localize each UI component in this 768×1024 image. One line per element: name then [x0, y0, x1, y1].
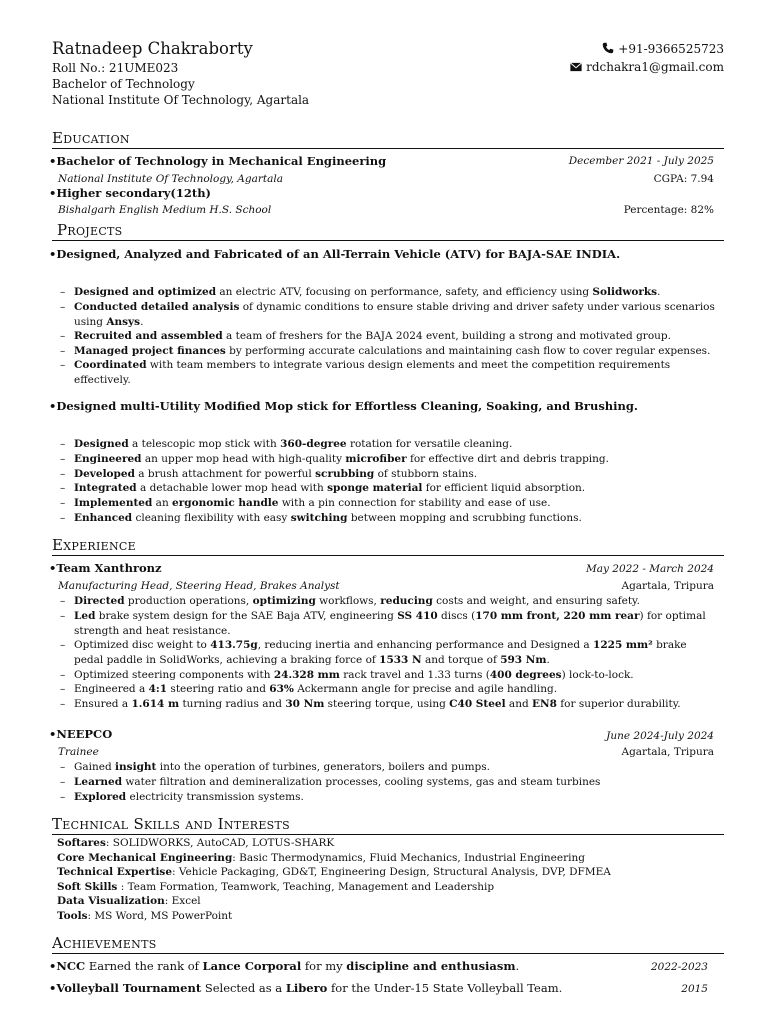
project-1-bullet-1: – Designed and optimized an electric ATV, focusing on performance, safety, and efficiency using Solidworks.	[60, 286, 661, 298]
phone-icon	[602, 42, 614, 56]
project-2-bullet-6: – Enhanced cleaning flexibility with easy switching between mopping and scrubbing functions.	[60, 512, 582, 524]
section-rule	[52, 148, 724, 149]
experience-2-location: Agartala, Tripura	[621, 746, 714, 758]
skills-row-tools: Tools: MS Word, MS PowerPoint	[57, 910, 233, 922]
project-2-bullet-1: – Designed a telescopic mop stick with 360-degree rotation for versatile cleaning.	[60, 438, 513, 450]
experience-1-bullet-2: – Led brake system design for the SAE Baja ATV, engineering SS 410 discs (170 mm front, 220 mm rear) for optimal	[60, 610, 706, 622]
phone-contact[interactable]	[602, 42, 724, 56]
experience-1-bullet-2-cont: strength and heat resistance.	[74, 625, 231, 637]
email-address: rdchakra1@gmail.com	[586, 60, 724, 74]
email-contact[interactable]	[570, 60, 724, 74]
experience-1-bullet-6: – Ensured a 1.614 m turning radius and 30 Nm steering torque, using C40 Steel and EN8 for superior durability.	[60, 698, 681, 710]
skills-heading: Technical Skills and Interests	[52, 815, 290, 833]
experience-2-date: June 2024-July 2024	[606, 730, 714, 742]
skills-row-soft-skills: Soft Skills : Team Formation, Teamwork, Teaching, Management and Leadership	[57, 881, 495, 893]
education-score-2: Percentage: 82%	[623, 204, 714, 216]
education-school-1: National Institute Of Technology, Agartala	[58, 173, 283, 185]
project-2-bullet-4: – Integrated a detachable lower mop head with sponge material for efficient liquid absorption.	[60, 482, 586, 494]
experience-1-date: May 2022 - March 2024	[586, 563, 714, 575]
project-1-bullet-2: – Conducted detailed analysis of dynamic conditions to ensure stable driving and driver safety under various scenarios	[60, 301, 715, 313]
project-2-bullet-2: – Engineered an upper mop head with high-quality microfiber for effective dirt and debris trapping.	[60, 453, 609, 465]
candidate-name: Ratnadeep Chakraborty	[52, 39, 253, 58]
project-2-bullet-3: – Developed a brush attachment for powerful scrubbing of stubborn stains.	[60, 468, 478, 480]
experience-1-bullet-1: – Directed production operations, optimizing workflows, reducing costs and weight, and ensuring safety.	[60, 595, 640, 607]
project-1-bullet-3: – Recruited and assembled a team of freshers for the BAJA 2024 event, building a strong and motivated group.	[60, 330, 671, 342]
degree-line: Bachelor of Technology	[52, 77, 195, 91]
experience-1-role: Manufacturing Head, Steering Head, Brakes Analyst	[58, 580, 340, 592]
skills-row-core: Core Mechanical Engineering: Basic Thermodynamics, Fluid Mechanics, Industrial Engineering	[57, 852, 585, 864]
experience-1-org: •Team Xanthronz	[49, 561, 162, 575]
project-1-bullet-5: – Coordinated with team members to integrate various design elements and meet the competition requirements	[60, 359, 671, 371]
education-degree-2: •Higher secondary(12th)	[49, 186, 211, 200]
skills-row-data-viz: Data Visualization: Excel	[57, 895, 201, 907]
section-rule	[52, 834, 724, 835]
projects-heading: Projects	[57, 221, 123, 239]
project-1-bullet-5-cont: effectively.	[74, 374, 131, 386]
education-degree-1: •Bachelor of Technology in Mechanical Engineering	[49, 154, 387, 168]
skills-row-softwares: Softares: SOLIDWORKS, AutoCAD, LOTUS-SHARK	[57, 837, 335, 849]
achievement-1: •NCC Earned the rank of Lance Corporal for my discipline and enthusiasm.	[49, 959, 520, 973]
education-school-2: Bishalgarh English Medium H.S. School	[58, 204, 272, 216]
project-1-bullet-2-cont: using Ansys.	[74, 316, 144, 328]
section-rule	[52, 555, 724, 556]
experience-2-bullet-1: – Gained insight into the operation of turbines, generators, boilers and pumps.	[60, 761, 490, 773]
experience-2-bullet-3: – Explored electricity transmission systems.	[60, 791, 304, 803]
education-heading: Education	[52, 129, 130, 147]
achievement-2: •Volleyball Tournament Selected as a Libero for the Under-15 State Volleyball Team.	[49, 981, 563, 995]
experience-2-bullet-2: – Learned water filtration and demineralization processes, cooling systems, gas and steam turbines	[60, 776, 601, 788]
project-2-title: •Designed multi-Utility Modified Mop stick for Effortless Cleaning, Soaking, and Brushing.	[49, 399, 638, 413]
experience-1-bullet-4: – Optimized steering components with 24.328 mm rack travel and 1.33 turns (400 degrees) lock-to-lock.	[60, 669, 634, 681]
section-rule	[52, 953, 724, 954]
roll-number: Roll No.: 21UME023	[52, 61, 179, 75]
education-date-1: December 2021 - July 2025	[568, 155, 714, 167]
skills-row-expertise: Technical Expertise: Vehicle Packaging, GD&T, Engineering Design, Structural Analysis, DVP, DFMEA	[57, 866, 611, 878]
institute-line: National Institute Of Technology, Agartala	[52, 93, 310, 107]
project-2-bullet-5: – Implemented an ergonomic handle with a pin connection for stability and ease of use.	[60, 497, 551, 509]
experience-1-bullet-5: – Engineered a 4:1 steering ratio and 63% Ackermann angle for precise and agile handling.	[60, 683, 558, 695]
education-score-1: CGPA: 7.94	[653, 173, 714, 185]
achievement-2-date: 2015	[681, 983, 708, 995]
project-1-title: •Designed, Analyzed and Fabricated of an All-Terrain Vehicle (ATV) for BAJA-SAE INDIA.	[49, 247, 621, 261]
experience-1-location: Agartala, Tripura	[621, 580, 714, 592]
section-rule	[52, 240, 724, 241]
experience-2-role: Trainee	[58, 746, 99, 758]
envelope-icon	[570, 60, 582, 74]
achievements-heading: Achievements	[52, 934, 157, 952]
phone-number: +91-9366525723	[618, 42, 724, 56]
achievement-1-date: 2022-2023	[651, 961, 708, 973]
experience-1-bullet-3: – Optimized disc weight to 413.75g, reducing inertia and enhancing performance and Designed a 1225 mm² brake	[60, 639, 687, 651]
project-1-bullet-4: – Managed project finances by performing accurate calculations and maintaining cash flow to cover regular expenses.	[60, 345, 711, 357]
experience-heading: Experience	[52, 536, 136, 554]
experience-2-org: •NEEPCO	[49, 727, 113, 741]
experience-1-bullet-3-cont: pedal paddle in SolidWorks, achieving a braking force of 1533 N and torque of 593 Nm.	[74, 654, 550, 666]
